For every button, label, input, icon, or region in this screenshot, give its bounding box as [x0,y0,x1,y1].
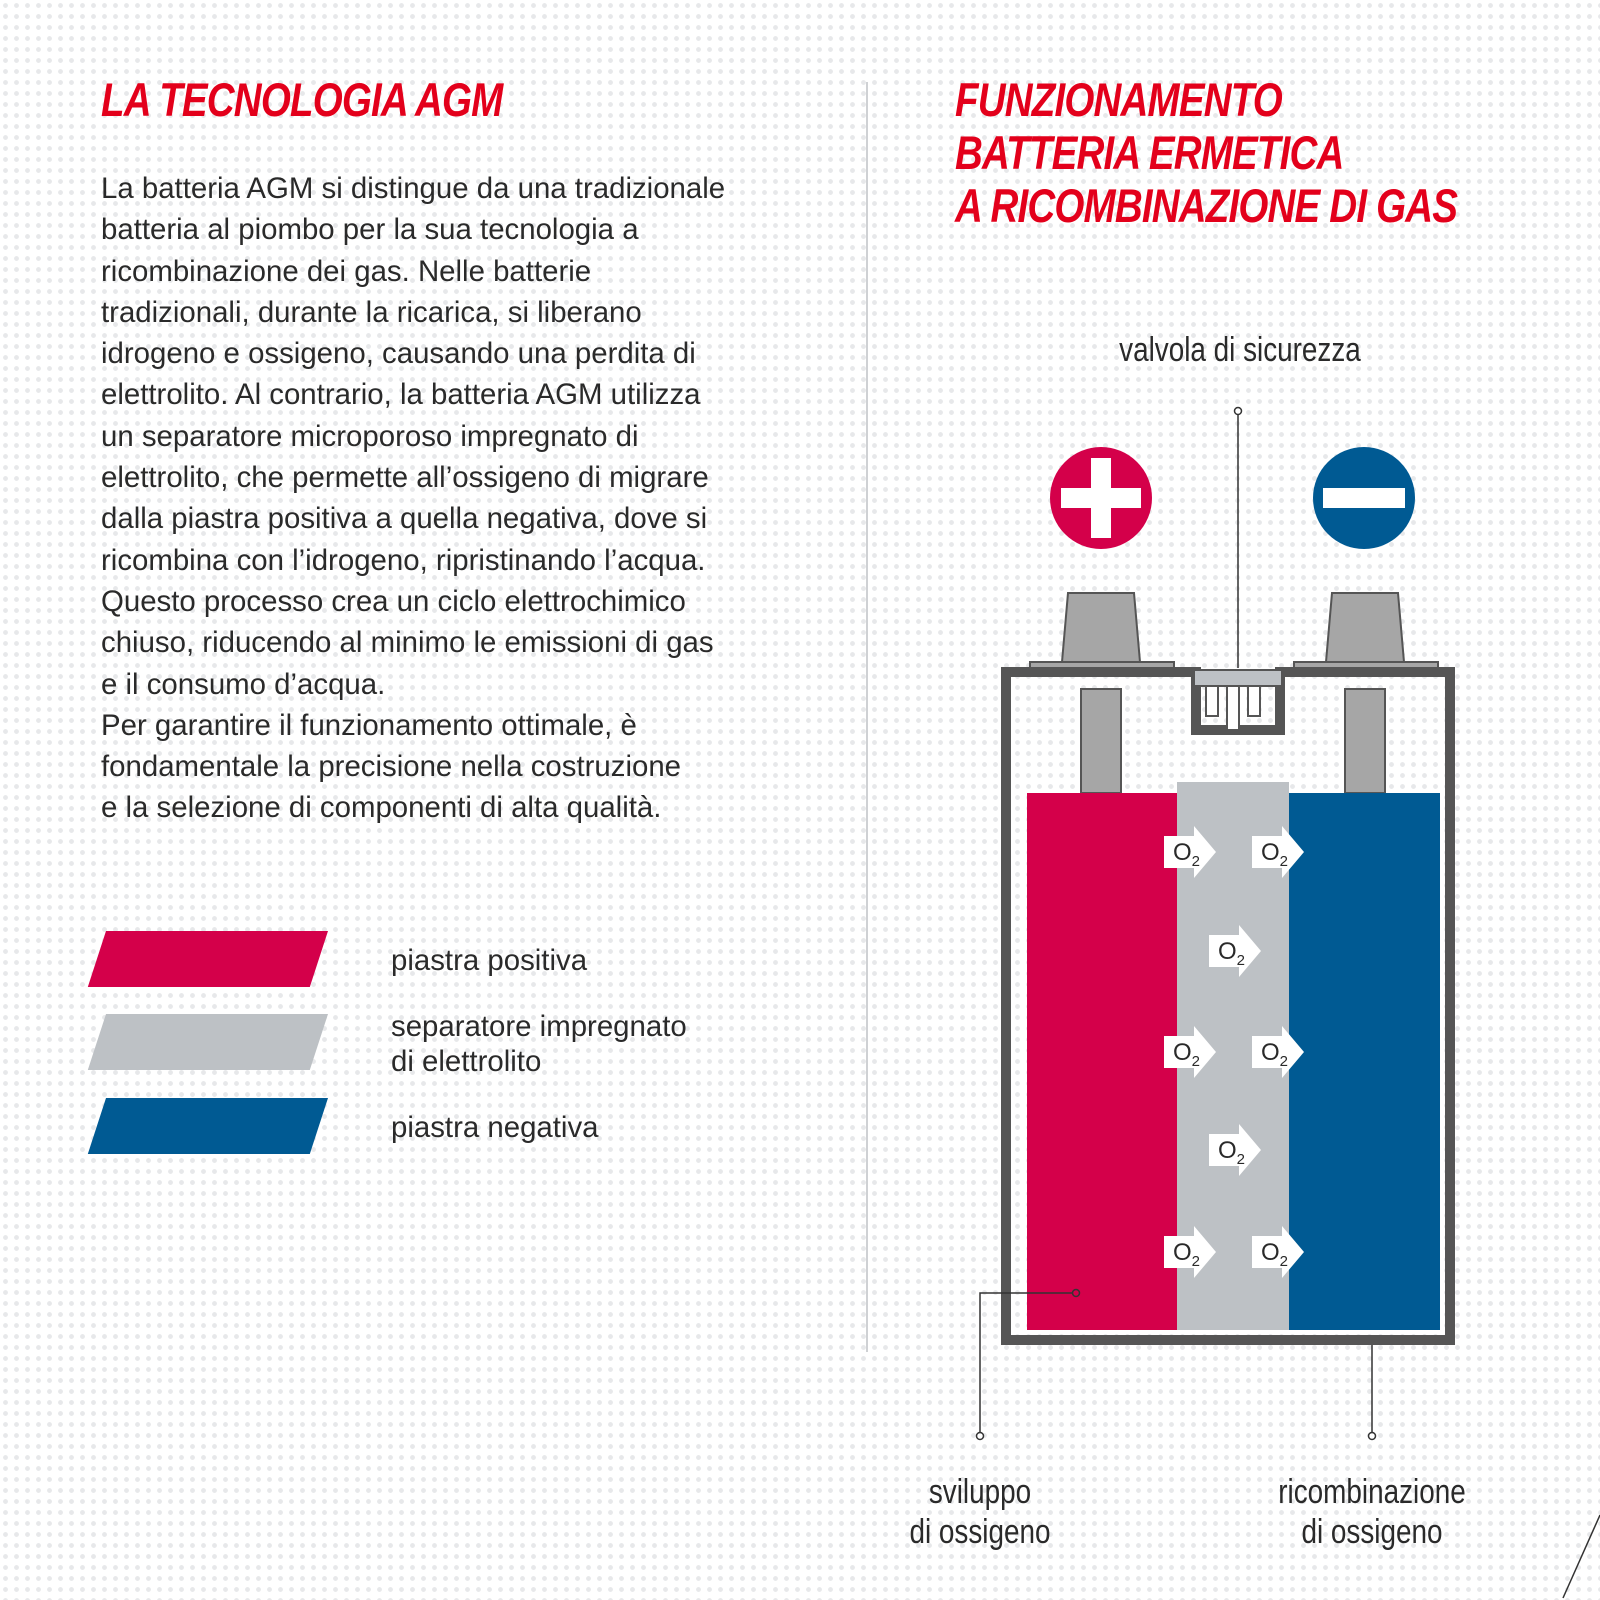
positive-plate [1027,793,1177,1330]
oxygen-label: $O_2$ [1261,839,1289,870]
positive-terminal-post [1062,593,1140,662]
valve-stem-center [1227,686,1239,730]
plus-icon [1050,447,1152,549]
valve-stem-right [1248,686,1260,716]
negative-plate [1289,793,1440,1330]
left-callout-label: sviluppo di ossigeno [909,1473,1051,1551]
description-paragraph: La batteria AGM si distingue da una tradizionale batteria al piombo per la sua tecnologia a ricombinazione dei gas. Nelle batterie tradizionali, durante la ricarica, si liberano idrogeno e ossigeno, causando una perdita di elettrolito. Al contrario, la batteria AGM utilizza un separatore microporoso impregnato di elettrolito, che permette all’ossigeno di migrare dalla piastra positiva a quella negativa, dove si ricombina con l’idrogeno, ripristinando l’acqua. Questo processo crea un ciclo elettrochimico chiuso, riducendo al minimo le emissioni di gas e il consumo d’acqua. Per garantire il funzionamento ottimale, è fondamentale la precisione nella costruzione e la selezione di componenti di alta qualità. [101,172,726,825]
oxygen-label: $O_2$ [1218,1137,1246,1168]
left-callout-end [977,1433,984,1440]
right-callout-end [1369,1433,1376,1440]
right-callout-label: ricombinazione di ossigeno [1278,1473,1466,1551]
oxygen-label: $O_2$ [1173,1039,1201,1070]
negative-terminal-post [1326,593,1404,662]
negative-terminal-stem [1345,689,1385,793]
legend-label-separator: separatore impregnato di elettrolito [391,1010,687,1078]
oxygen-label: $O_2$ [1173,1239,1201,1270]
legend-label-negative-plate: piastra negativa [391,1111,599,1144]
page-title: LA TECNOLOGIA AGM [101,73,503,126]
valve-label: valvola di sicurezza [1119,330,1361,369]
positive-terminal-stem [1081,689,1121,793]
oxygen-label: $O_2$ [1173,839,1201,870]
corner-decoration [1563,1515,1600,1598]
left-callout-origin [1073,1290,1080,1297]
oxygen-label: $O_2$ [1218,938,1246,969]
oxygen-label: $O_2$ [1261,1239,1289,1270]
oxygen-label: $O_2$ [1261,1039,1289,1070]
legend-label-positive-plate: piastra positiva [391,944,588,977]
valve-cap [1194,670,1282,686]
valve-pointer-dot [1235,408,1242,415]
minus-icon [1313,447,1415,549]
diagram-title: FUNZIONAMENTO BATTERIA ERMETICA A RICOMBINAZIONE DI GAS [955,73,1458,232]
valve-stem-left [1206,686,1218,716]
